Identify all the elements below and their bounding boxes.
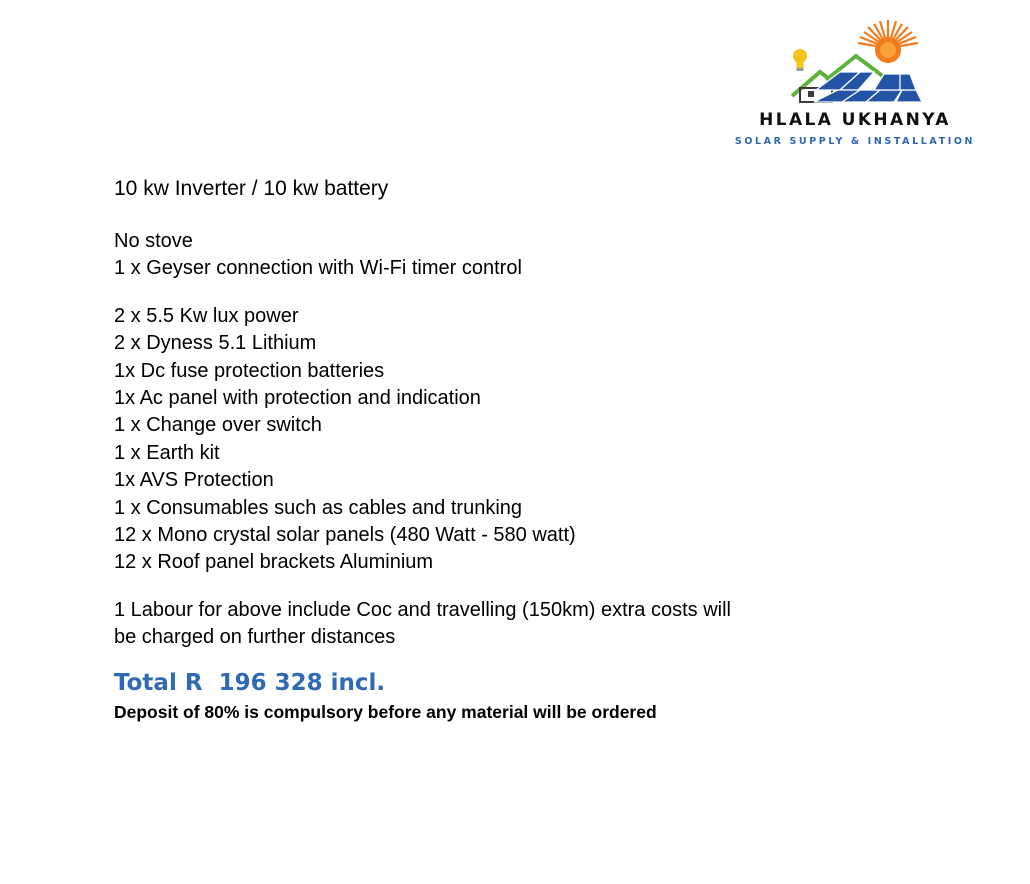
total-price: Total R 196 328 incl. (114, 669, 386, 696)
labour-note (114, 597, 934, 652)
list-item: No stove (114, 230, 193, 252)
list-item: 1 x Consumables such as cables and trunking (114, 496, 523, 519)
labour-line: 1 Labour for above include Coc and travelling (150km) extra costs will (114, 598, 731, 621)
quote-body (114, 174, 934, 724)
list-item: 1x AVS Protection (114, 469, 274, 492)
list-item: 12 x Mono crystal solar panels (480 Watt - 580 watt) (114, 524, 576, 547)
list-item: 2 x Dyness 5.1 Lithium (114, 332, 317, 355)
solar-house-icon (786, 18, 926, 106)
light-bulb-icon (793, 49, 807, 71)
labour-line: be charged on further distances (114, 626, 396, 649)
company-name: HLALA UKHANYA (759, 110, 951, 130)
list-item: 1 x Change over switch (114, 414, 322, 437)
list-item: 1 x Geyser connection with Wi-Fi timer control (114, 257, 522, 280)
items-list (114, 303, 934, 577)
list-item: 1x Dc fuse protection batteries (114, 359, 385, 382)
list-item: 2 x 5.5 Kw lux power (114, 304, 299, 327)
notes-section (114, 228, 934, 283)
company-tagline: SOLAR SUPPLY & INSTALLATION (734, 136, 976, 147)
list-item: 12 x Roof panel brackets Aluminium (114, 551, 434, 574)
deposit-note: Deposit of 80% is compulsory before any material will be ordered (114, 701, 657, 722)
company-logo (728, 18, 988, 153)
list-item: 1 x Earth kit (114, 441, 220, 464)
quote-heading: 10 kw Inverter / 10 kw battery (114, 177, 389, 200)
list-item: 1x Ac panel with protection and indication (114, 387, 481, 410)
